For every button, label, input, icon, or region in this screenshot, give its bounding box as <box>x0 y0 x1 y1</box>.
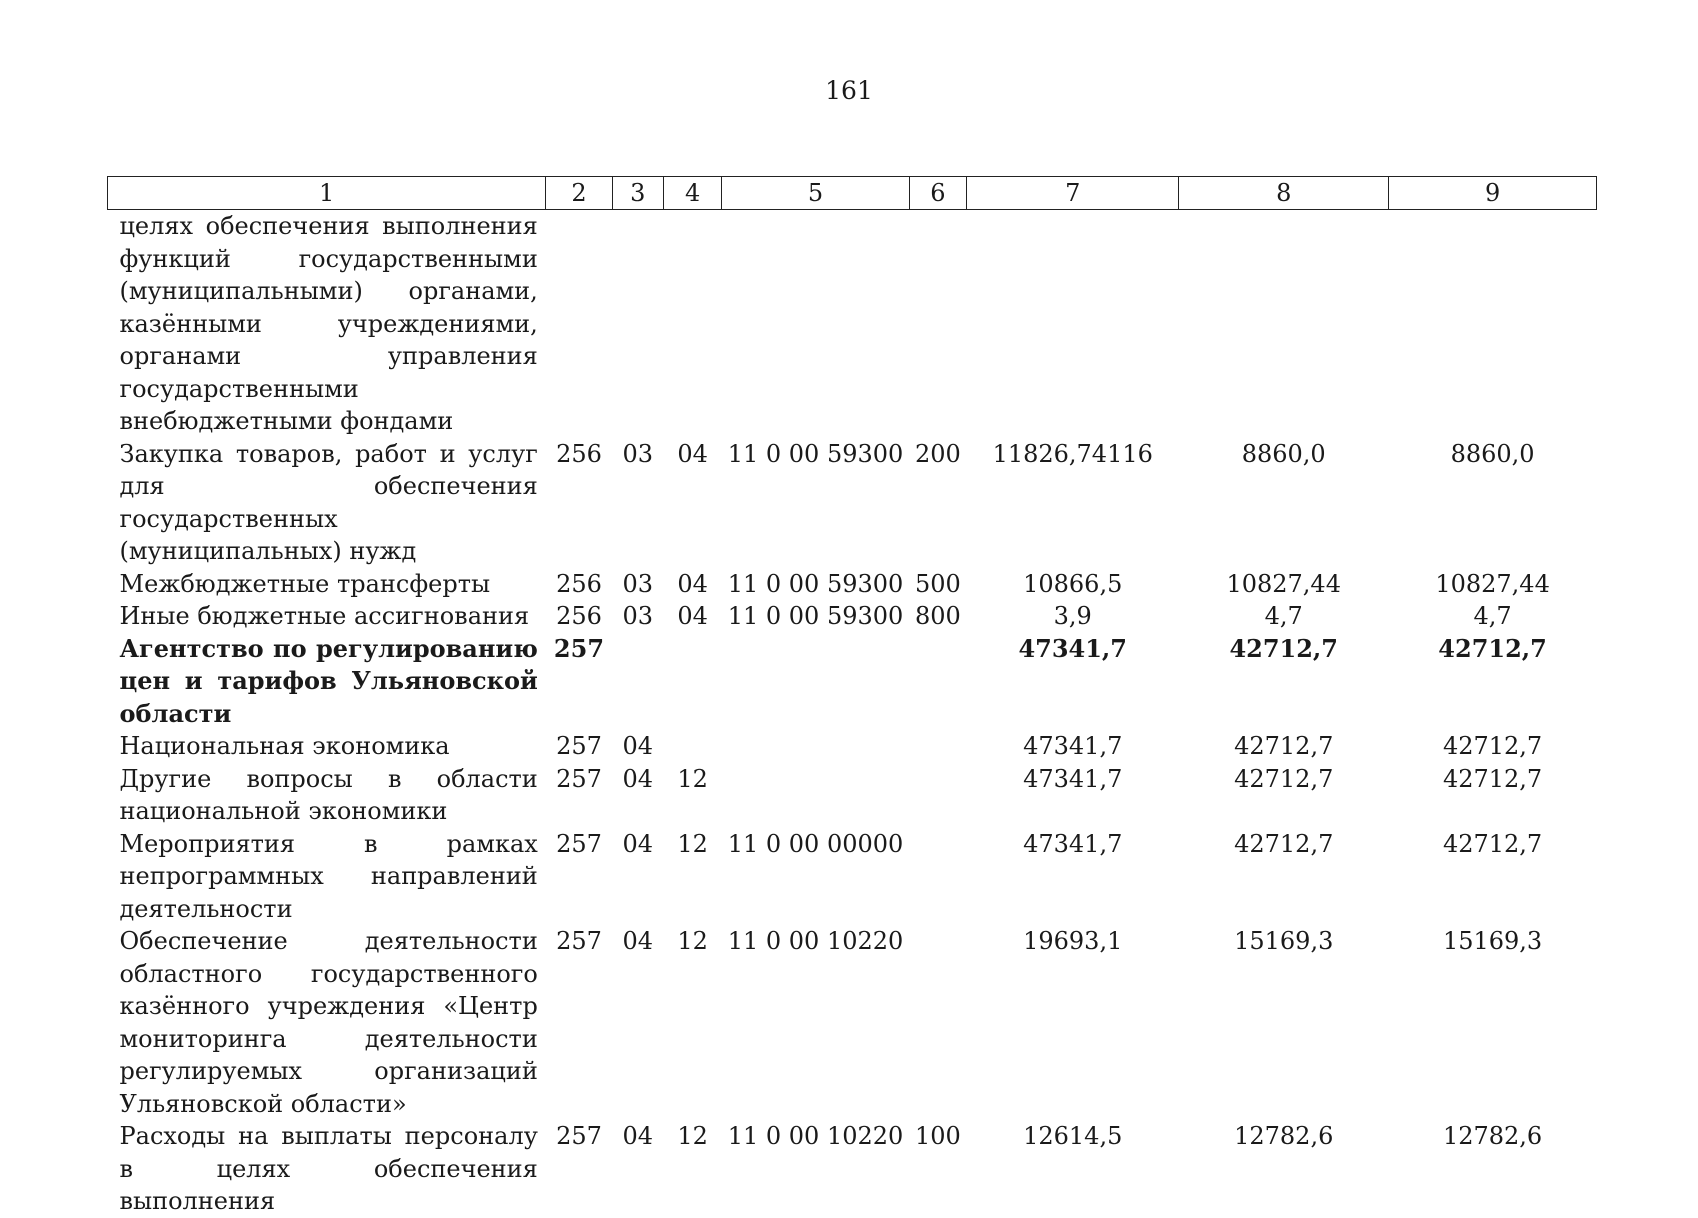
row-code-subsection: 04 <box>677 439 708 468</box>
col-header-2: 2 <box>546 177 612 210</box>
row-code-target: 11 0 00 59300 <box>727 439 904 468</box>
col-header-4: 4 <box>663 177 722 210</box>
row-code-section: 04 <box>622 1122 653 1150</box>
row-code-subsection <box>663 210 722 438</box>
row-description: Обеспечение деятельности областного государственного казённого учреждения «Центр мониторинга деятельности регулируемых организаций Ульяновской области» <box>119 927 538 1118</box>
row-code-target: 11 0 00 00000 <box>727 829 904 858</box>
col-header-8: 8 <box>1179 177 1389 210</box>
row-description: Агентство по регулированию цен и тарифов Ульяновской области <box>119 633 538 728</box>
row-amount-8: 42712,7 <box>1234 764 1334 793</box>
row-code-admin: 257 <box>556 1122 602 1150</box>
row-amount-8 <box>1179 210 1389 438</box>
row-amount-9: 8860,0 <box>1450 439 1535 468</box>
row-code-type: 500 <box>914 569 961 598</box>
row-amount-9: 42712,7 <box>1442 732 1543 760</box>
header-row <box>108 177 1597 210</box>
row-amount-8: 42712,7 <box>1234 829 1334 858</box>
row-code-section: 03 <box>622 569 653 598</box>
table-row <box>108 438 1597 568</box>
table-row <box>108 210 1597 438</box>
row-code-section <box>612 210 663 438</box>
row-code-type: 100 <box>914 1122 961 1150</box>
row-amount-9: 42712,7 <box>1442 829 1543 858</box>
row-description: Межбюджетные трансферты <box>119 569 491 598</box>
row-amount-9: 10827,44 <box>1435 569 1550 598</box>
row-amount-9 <box>1389 210 1597 438</box>
row-amount-7 <box>967 210 1179 438</box>
row-code-subsection <box>663 730 722 763</box>
row-code-subsection <box>663 633 722 731</box>
row-amount-7: 47341,7 <box>1023 732 1123 760</box>
budget-table <box>107 176 1597 1218</box>
row-code-target <box>722 210 909 438</box>
row-code-target: 11 0 00 59300 <box>727 602 904 630</box>
table-body <box>108 210 1597 1218</box>
row-code-section <box>612 633 663 731</box>
col-header-3: 3 <box>612 177 663 210</box>
row-code-admin: 257 <box>556 829 602 858</box>
row-amount-8: 4,7 <box>1264 602 1303 630</box>
row-amount-7: 11826,74116 <box>992 439 1153 468</box>
row-amount-9: 42712,7 <box>1442 764 1543 793</box>
row-amount-7: 47341,7 <box>1018 633 1127 663</box>
table-row <box>108 568 1597 601</box>
row-code-subsection: 12 <box>677 1122 708 1150</box>
row-amount-7: 19693,1 <box>1023 927 1123 955</box>
row-amount-9: 4,7 <box>1473 602 1512 630</box>
table-row <box>108 1120 1597 1218</box>
row-description: Национальная экономика <box>119 732 450 760</box>
row-code-subsection: 04 <box>677 569 708 598</box>
row-code-admin: 256 <box>556 602 602 630</box>
row-code-target <box>722 763 909 828</box>
row-amount-8: 42712,7 <box>1229 633 1338 663</box>
row-description: Иные бюджетные ассигнования <box>119 602 530 630</box>
row-code-admin: 257 <box>556 764 602 793</box>
row-description: Расходы на выплаты персоналу в целях обеспечения выполнения <box>119 1122 538 1215</box>
row-code-admin <box>546 210 612 438</box>
row-code-type <box>909 730 967 763</box>
col-header-5: 5 <box>722 177 909 210</box>
row-description: целях обеспечения выполнения функций государственными (муниципальными) органами, казёнными учреждениями, органами управления государственными внебюджетными фондами <box>119 212 538 435</box>
row-amount-8: 15169,3 <box>1234 927 1334 955</box>
table-row <box>108 925 1597 1120</box>
row-code-section: 03 <box>622 439 653 468</box>
row-amount-8: 10827,44 <box>1226 569 1341 598</box>
row-code-admin: 257 <box>553 633 605 663</box>
row-code-admin: 257 <box>556 927 602 955</box>
row-code-section: 03 <box>622 602 653 630</box>
row-amount-7: 3,9 <box>1053 602 1092 630</box>
row-code-type <box>909 633 967 731</box>
row-description: Мероприятия в рамках непрограммных направлений деятельности <box>119 829 538 923</box>
row-code-target: 11 0 00 10220 <box>727 1122 904 1150</box>
row-code-subsection: 12 <box>677 764 708 793</box>
row-description: Закупка товаров, работ и услуг для обеспечения государственных (муниципальных) нужд <box>119 439 538 565</box>
row-amount-8: 8860,0 <box>1241 439 1326 468</box>
row-code-type: 800 <box>914 602 961 630</box>
row-code-section: 04 <box>622 764 653 793</box>
row-amount-7: 47341,7 <box>1023 764 1123 793</box>
row-amount-8: 12782,6 <box>1234 1122 1334 1150</box>
row-code-section: 04 <box>622 927 653 955</box>
table-row <box>108 763 1597 828</box>
row-code-target <box>722 633 909 731</box>
table-row <box>108 730 1597 763</box>
row-code-admin: 256 <box>556 439 602 468</box>
row-code-subsection: 12 <box>677 829 708 858</box>
page-number: 161 <box>825 76 873 105</box>
col-header-6: 6 <box>909 177 967 210</box>
row-amount-8: 42712,7 <box>1234 732 1334 760</box>
row-amount-7: 47341,7 <box>1023 829 1123 858</box>
row-description: Другие вопросы в области национальной экономики <box>119 764 538 825</box>
row-amount-7: 12614,5 <box>1023 1122 1123 1150</box>
table-row <box>108 600 1597 633</box>
row-code-subsection: 04 <box>677 602 708 630</box>
row-amount-7: 10866,5 <box>1023 569 1123 598</box>
row-amount-9: 42712,7 <box>1438 633 1547 663</box>
row-code-type <box>909 763 967 828</box>
row-code-subsection: 12 <box>677 927 708 955</box>
col-header-7: 7 <box>967 177 1179 210</box>
row-code-section: 04 <box>622 829 653 858</box>
row-code-type <box>909 210 967 438</box>
col-header-1: 1 <box>108 177 546 210</box>
row-code-section: 04 <box>622 732 653 760</box>
row-code-type: 200 <box>914 439 961 468</box>
row-code-target: 11 0 00 10220 <box>727 927 904 955</box>
row-amount-9: 15169,3 <box>1442 927 1543 955</box>
row-code-target: 11 0 00 59300 <box>727 569 904 598</box>
row-code-target <box>722 730 909 763</box>
col-header-9: 9 <box>1389 177 1597 210</box>
row-code-type <box>909 828 967 926</box>
row-code-admin: 256 <box>556 569 602 598</box>
row-amount-9: 12782,6 <box>1442 1122 1543 1150</box>
table-row <box>108 633 1597 731</box>
table-row <box>108 828 1597 926</box>
row-code-admin: 257 <box>556 732 602 760</box>
row-code-type <box>909 925 967 1120</box>
